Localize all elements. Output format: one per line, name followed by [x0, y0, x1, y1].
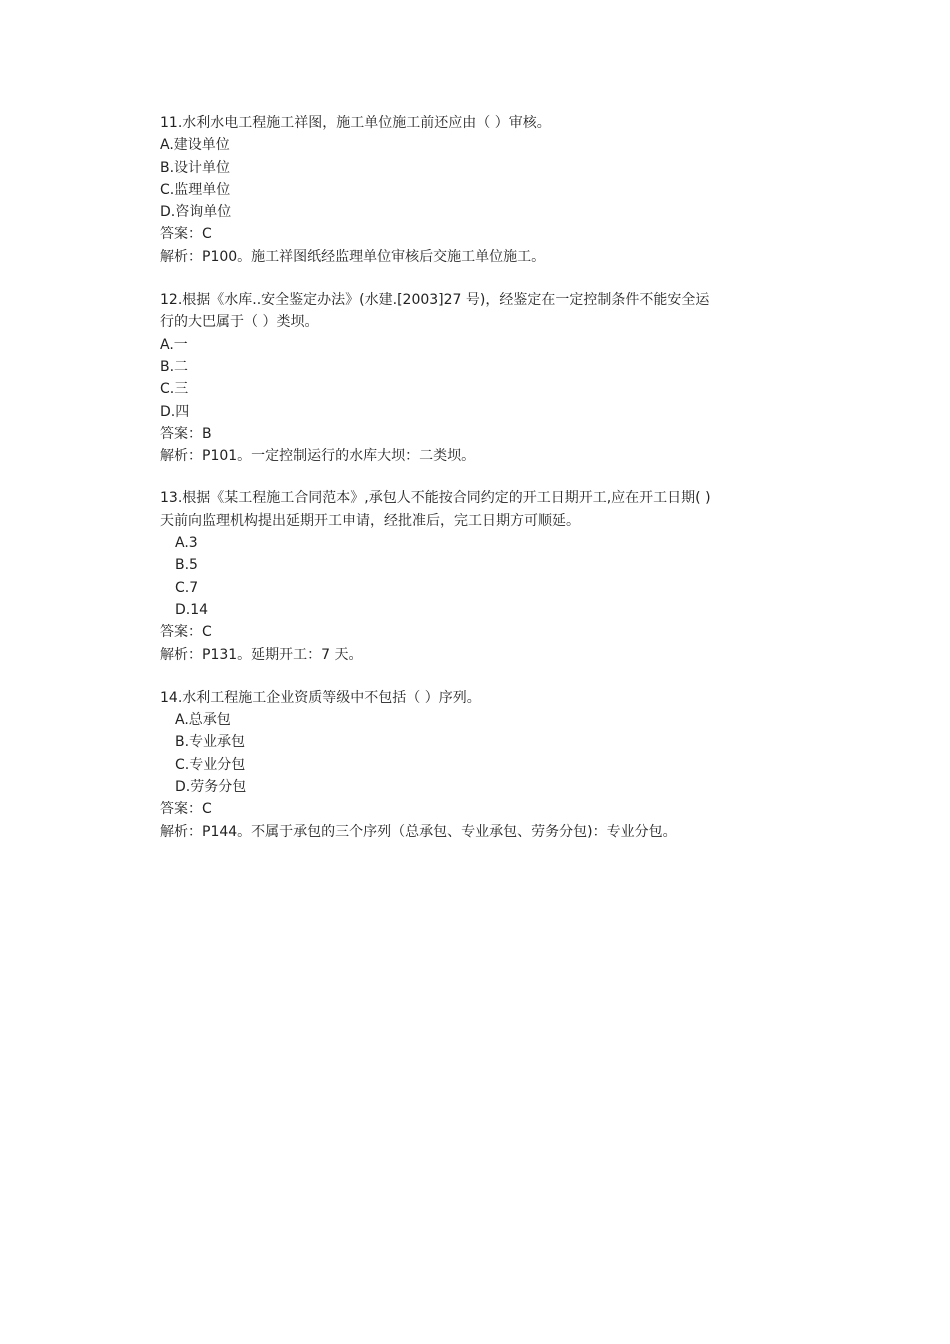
option-b: B.二: [160, 358, 189, 375]
option-d: D.14: [175, 601, 209, 618]
option-d: D.劳务分包: [175, 779, 247, 796]
answer-line: 答案：C: [160, 801, 212, 818]
option-a: A.建设单位: [160, 137, 230, 154]
question-title-line-1: 12.根据《水库..安全鉴定办法》(水建.[2003]27 号)，经鉴定在一定控制条件不能安全运: [160, 292, 710, 309]
question-13: [160, 487, 760, 665]
question-title: 11.水利水电工程施工祥图，施工单位施工前还应由（ ）审核。: [160, 115, 551, 131]
option-c: C.监理单位: [160, 181, 231, 198]
analysis-line: 解析：P131。延期开工：7 天。: [160, 646, 363, 663]
question-12: [160, 289, 760, 467]
option-c: C.专业分包: [175, 756, 246, 773]
answer-line: 答案：B: [160, 425, 212, 442]
question-title-line-1: 13.根据《某工程施工合同范本》,承包人不能按合同约定的开工日期开工,应在开工日期( ): [160, 490, 711, 507]
analysis-line: 解析：P144。不属于承包的三个序列（总承包、专业承包、劳务分包)：专业分包。: [160, 823, 677, 840]
question-title: 14.水利工程施工企业资质等级中不包括（ ）序列。: [160, 689, 481, 706]
question-title-line-2: 天前向监理机构提出延期开工申请，经批准后，完工日期方可顺延。: [160, 512, 580, 529]
option-b: B.5: [175, 557, 198, 574]
question-title-line-2: 行的大巴属于（ ）类坝。: [160, 314, 319, 331]
option-b: B.设计单位: [160, 159, 231, 176]
question-list: [160, 112, 760, 863]
option-c: C.三: [160, 381, 189, 398]
option-d: D.咨询单位: [160, 204, 232, 221]
answer-line: 答案：C: [160, 226, 212, 243]
analysis-line: 解析：P100。施工祥图纸经监理单位审核后交施工单位施工。: [160, 248, 546, 265]
option-c: C.7: [175, 579, 199, 596]
question-11: [160, 112, 760, 268]
option-a: A.一: [160, 336, 188, 353]
question-14: [160, 687, 760, 843]
answer-line: 答案：C: [160, 624, 212, 641]
option-a: A.总承包: [175, 712, 231, 729]
option-d: D.四: [160, 403, 190, 420]
analysis-line: 解析：P101。一定控制运行的水库大坝：二类坝。: [160, 448, 476, 465]
option-b: B.专业承包: [175, 734, 246, 751]
option-a: A.3: [175, 535, 198, 552]
